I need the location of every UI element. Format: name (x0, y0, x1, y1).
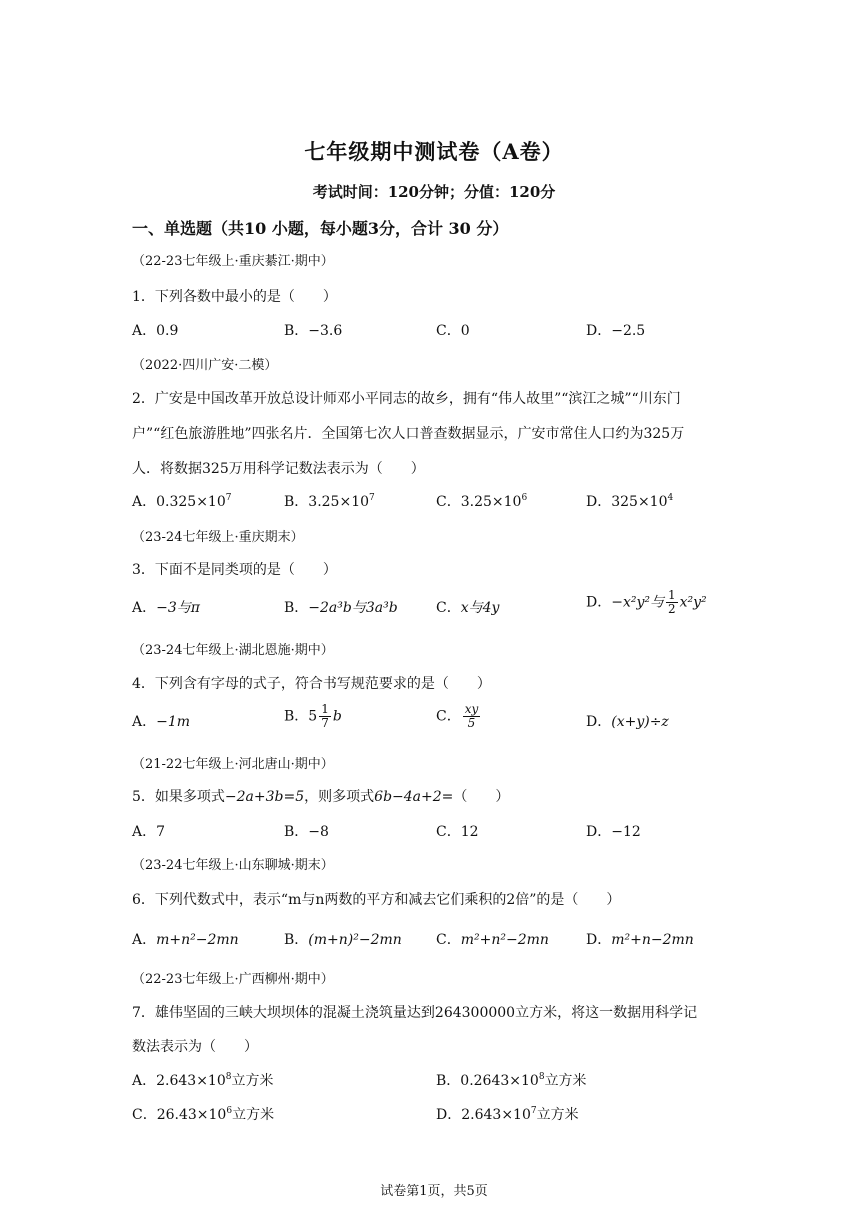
q7-source: （22-23七年级上·广西柳州·期中） (132, 972, 334, 987)
q1-option-d: D．−2.5 (586, 323, 646, 339)
q4-option-b: B．5 $\frac{1}{7}$ b (284, 702, 342, 730)
q6-option-d: D．m²+n−2mn (586, 932, 694, 948)
q6-option-b: B．(m+n)²−2mn (284, 932, 402, 948)
q2-option-c: C．$3.25\times 10^6$ (436, 493, 528, 510)
q6-option-c: C．m²+n²−2mn (436, 932, 549, 948)
q3-source: （23-24七年级上·重庆期末） (132, 530, 304, 545)
q5-option-a: A．7 (132, 824, 166, 840)
q1-option-b: B．−3.6 (284, 323, 343, 339)
q4-stem: 4．下列含有字母的式子，符合书写规范要求的是（ ） (132, 676, 491, 692)
q2-option-b: B．$3.25\times 10^7$ (284, 493, 375, 510)
q5-stem: 5．如果多项式−2a+3b=5，则多项式6b−4a+2=（ ） (132, 789, 510, 805)
q5-option-b: B．−8 (284, 824, 329, 840)
q4-option-c: C． $\frac{xy}{5}$ (436, 702, 479, 730)
q7-stem-line2: 数法表示为（ ） (132, 1039, 258, 1055)
q1-option-c: C．0 (436, 323, 470, 339)
q6-stem: 6．下列代数式中，表示“m与n两数的平方和减去它们乘积的2倍”的是（ ） (132, 892, 621, 908)
page-footer: 试卷第1页，共5页 (380, 1184, 488, 1199)
q2-option-a: A．$0.325\times 10^7$ (132, 493, 232, 510)
q5-option-d: D．−12 (586, 824, 641, 840)
q6-option-a: A．m+n²−2mn (132, 932, 239, 948)
q2-stem-line1: 2．广安是中国改革开放总设计师邓小平同志的故乡，拥有“伟人故里”“滨江之城”“川东门 (132, 391, 681, 407)
q2-stem-line2: 户”“红色旅游胜地”四张名片．全国第七次人口普查数据显示，广安市常住人口约为325万 (132, 426, 685, 442)
q3-option-d: D．−x²y²与 $\frac{1}{2}$ x²y² (586, 588, 707, 616)
q4-option-d: D．(x+y)÷z (586, 714, 669, 730)
q1-stem: 1．下列各数中最小的是（ ） (132, 289, 337, 305)
q3-stem: 3．下面不是同类项的是（ ） (132, 562, 337, 578)
section-heading: 一、单选题（共10 小题，每小题3分，合计 30 分） (132, 219, 509, 238)
q4-source: （23-24七年级上·湖北恩施·期中） (132, 643, 334, 658)
q7-option-d: D．$2.643\times 10^7$立方米 (436, 1106, 579, 1123)
q5-source: （21-22七年级上·河北唐山·期中） (132, 757, 334, 772)
q3-fraction: $\frac{1}{2}$ (668, 588, 676, 616)
q1-option-a: A．0.9 (132, 323, 179, 339)
q2-stem-line3: 人．将数据325万用科学记数法表示为（ ） (132, 461, 425, 477)
q4-option-a: A．−1m (132, 714, 191, 730)
q2-source: （2022·四川广安·二模） (132, 358, 278, 373)
q3-option-a: A．−3与π (132, 600, 200, 616)
q6-source: （23-24七年级上·山东聊城·期末） (132, 858, 334, 873)
q1-source: （22-23七年级上·重庆綦江·期中） (132, 254, 334, 269)
page-title: 七年级期中测试卷（A卷） (304, 139, 564, 164)
q2-option-d: D．$325\times 10^4$ (586, 493, 674, 510)
q7-stem-line1: 7．雄伟坚固的三峡大坝坝体的混凝土浇筑量达到264300000立方米，将这一数据用科学记 (132, 1005, 698, 1021)
q7-option-b: B．$0.2643\times 10^8$立方米 (436, 1072, 587, 1089)
q5-option-c: C．12 (436, 824, 479, 840)
q4-mixed-fraction: $\frac{1}{7}$ (321, 702, 329, 730)
q7-option-a: A．$2.643\times 10^8$立方米 (132, 1072, 274, 1089)
q3-option-b: B．−2a³b与3a³b (284, 600, 398, 616)
q7-option-c: C．$26.43\times 10^6$立方米 (132, 1106, 275, 1123)
q3-option-c: C．x与4y (436, 600, 500, 616)
q4-fraction: $\frac{xy}{5}$ (464, 702, 479, 730)
exam-info: 考试时间：120分钟；分值：120分 (312, 183, 556, 201)
